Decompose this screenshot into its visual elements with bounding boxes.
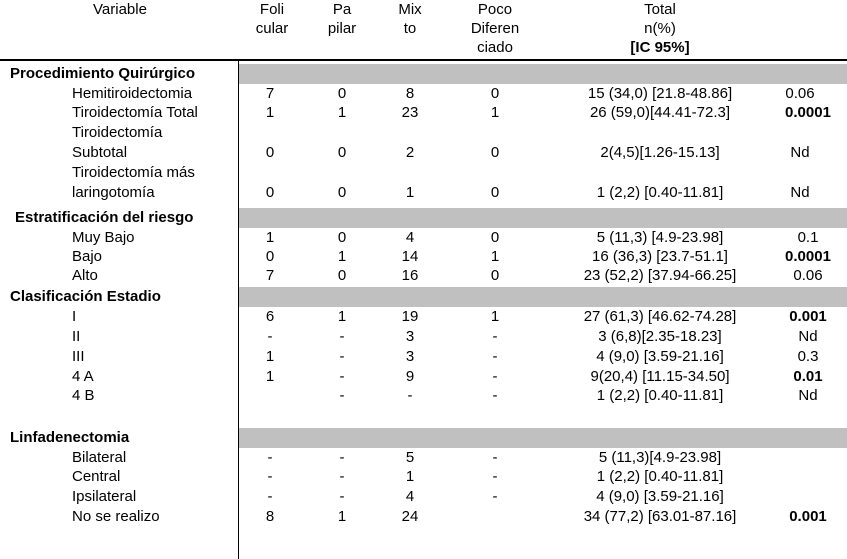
- cell-papilar: 0: [337, 229, 347, 246]
- cell-papilar: -: [339, 488, 345, 505]
- cell-folicular: 1: [265, 368, 275, 385]
- cell-p-value: 0.06: [793, 267, 823, 284]
- cell-papilar: -: [339, 348, 345, 365]
- header-folicular: Foli cular: [255, 1, 289, 37]
- row-label: Muy Bajo: [72, 229, 135, 246]
- cell-papilar: 1: [337, 308, 347, 325]
- cell-mixto: 9: [405, 368, 415, 385]
- cell-papilar: 1: [337, 104, 347, 121]
- cell-p-value: 0.0001: [785, 248, 831, 265]
- cell-total: 2(4,5)[1.26-15.13]: [600, 144, 720, 161]
- cell-mixto: 16: [401, 267, 419, 284]
- cell-mixto: 2: [405, 144, 415, 161]
- cell-total: 1 (2,2) [0.40-11.81]: [596, 387, 724, 404]
- row-label: No se realizo: [72, 508, 160, 525]
- cell-p-value: Nd: [790, 184, 810, 201]
- cell-total: 15 (34,0) [21.8-48.86]: [587, 85, 733, 102]
- cell-folicular: 1: [265, 104, 275, 121]
- row-label: Tiroidectomía más: [72, 164, 195, 181]
- row-label: Bajo: [72, 248, 103, 265]
- section-title: Clasificación Estadio: [10, 288, 161, 305]
- cell-folicular: -: [267, 449, 273, 466]
- cell-mixto: 3: [405, 328, 415, 345]
- cell-p-value: 0.1: [797, 229, 819, 246]
- row-label: Subtotal: [72, 144, 128, 161]
- cell-folicular: 0: [265, 248, 275, 265]
- cell-folicular: -: [267, 328, 273, 345]
- cell-poco: 1: [490, 248, 500, 265]
- cell-total: 27 (61,3) [46.62-74.28]: [583, 308, 737, 325]
- cell-folicular: 0: [265, 184, 275, 201]
- cell-total: 5 (11,3) [4.9-23.98]: [596, 229, 724, 246]
- cell-papilar: 1: [337, 508, 347, 525]
- cell-poco: 0: [490, 85, 500, 102]
- row-label: laringotomía: [72, 184, 155, 201]
- cell-folicular: 7: [265, 85, 275, 102]
- section-band: [239, 208, 847, 228]
- cell-mixto: 1: [405, 184, 415, 201]
- header-papilar: Pa pilar: [327, 1, 357, 37]
- cell-papilar: -: [339, 468, 345, 485]
- cell-folicular: 0: [265, 144, 275, 161]
- cell-total: 16 (36,3) [23.7-51.1]: [592, 248, 728, 265]
- cell-p-value: Nd: [790, 144, 810, 161]
- cell-mixto: 8: [405, 85, 415, 102]
- cell-folicular: 1: [265, 229, 275, 246]
- row-label: 4 A: [72, 368, 94, 385]
- cell-p-value: 0.01: [793, 368, 823, 385]
- cell-mixto: 14: [401, 248, 419, 265]
- cell-papilar: 0: [337, 184, 347, 201]
- cell-papilar: 0: [337, 85, 347, 102]
- header-poco-diferenciado: Poco Diferen ciado: [470, 1, 520, 56]
- cell-poco: 0: [490, 267, 500, 284]
- cell-poco: -: [492, 468, 498, 485]
- cell-mixto: 23: [401, 104, 419, 121]
- cell-folicular: -: [267, 468, 273, 485]
- header-variable: Variable: [93, 1, 147, 18]
- cell-total: 1 (2,2) [0.40-11.81]: [596, 184, 724, 201]
- row-label: Ipsilateral: [72, 488, 137, 505]
- cell-p-value: 0.3: [797, 348, 819, 365]
- cell-total: 9(20,4) [11.15-34.50]: [590, 368, 730, 385]
- cell-folicular: 1: [265, 348, 275, 365]
- cell-p-value: Nd: [798, 387, 818, 404]
- cell-mixto: 1: [405, 468, 415, 485]
- cell-folicular: -: [267, 488, 273, 505]
- cell-p-value: Nd: [798, 328, 818, 345]
- row-label: I: [72, 308, 77, 325]
- row-label: Central: [72, 468, 121, 485]
- section-title: Procedimiento Quirúrgico: [10, 65, 196, 82]
- row-label: III: [72, 348, 85, 365]
- cell-poco: 0: [490, 229, 500, 246]
- cell-total: 3 (6,8)[2.35-18.23]: [598, 328, 722, 345]
- row-label: Hemitiroidectomia: [72, 85, 193, 102]
- cell-mixto: 24: [401, 508, 419, 525]
- cell-total: 1 (2,2) [0.40-11.81]: [596, 468, 724, 485]
- section-band: [239, 287, 847, 307]
- section-band: [239, 64, 847, 84]
- cell-poco: 0: [490, 144, 500, 161]
- cell-mixto: 4: [405, 229, 415, 246]
- header-mixto: Mix to: [398, 1, 422, 37]
- cell-mixto: -: [407, 387, 413, 404]
- cell-mixto: 5: [405, 449, 415, 466]
- row-label: Tiroidectomía Total: [72, 104, 198, 121]
- cell-p-value: 0.001: [789, 508, 827, 525]
- cell-total: 34 (77,2) [63.01-87.16]: [583, 508, 737, 525]
- cell-folicular: 7: [265, 267, 275, 284]
- cell-poco: -: [492, 387, 498, 404]
- section-title: Estratificación del riesgo: [15, 209, 194, 226]
- row-label: Tiroidectomía: [72, 124, 163, 141]
- cell-total: 4 (9,0) [3.59-21.16]: [596, 488, 724, 505]
- cell-poco: -: [492, 348, 498, 365]
- cell-papilar: 1: [337, 248, 347, 265]
- row-label: II: [72, 328, 81, 345]
- cell-folicular: 6: [265, 308, 275, 325]
- cell-mixto: 4: [405, 488, 415, 505]
- cell-papilar: -: [339, 387, 345, 404]
- row-label: 4 B: [72, 387, 95, 404]
- cell-p-value: 0.06: [785, 85, 815, 102]
- header-total: Total n(%) [IC 95%]: [630, 1, 690, 56]
- cell-poco: 1: [490, 104, 500, 121]
- cell-total: 5 (11,3)[4.9-23.98]: [598, 449, 722, 466]
- cell-papilar: -: [339, 368, 345, 385]
- cell-mixto: 19: [401, 308, 419, 325]
- cell-poco: -: [492, 368, 498, 385]
- section-title: Linfadenectomia: [10, 429, 130, 446]
- cell-papilar: 0: [337, 144, 347, 161]
- cell-total: 26 (59,0)[44.41-72.3]: [589, 104, 731, 121]
- cell-papilar: 0: [337, 267, 347, 284]
- cell-poco: -: [492, 449, 498, 466]
- cell-poco: 1: [490, 308, 500, 325]
- cell-total: 4 (9,0) [3.59-21.16]: [596, 348, 724, 365]
- cell-papilar: -: [339, 328, 345, 345]
- section-band: [239, 428, 847, 448]
- cell-folicular: 8: [265, 508, 275, 525]
- cell-p-value: 0.0001: [785, 104, 831, 121]
- header-rule: [0, 59, 847, 61]
- cell-total: 23 (52,2) [37.94-66.25]: [583, 267, 737, 284]
- cell-poco: 0: [490, 184, 500, 201]
- cell-mixto: 3: [405, 348, 415, 365]
- cell-poco: -: [492, 488, 498, 505]
- row-label: Bilateral: [72, 449, 127, 466]
- cell-poco: -: [492, 328, 498, 345]
- column-divider: [238, 60, 239, 559]
- row-label: Alto: [72, 267, 98, 284]
- cell-p-value: 0.001: [789, 308, 827, 325]
- cell-papilar: -: [339, 449, 345, 466]
